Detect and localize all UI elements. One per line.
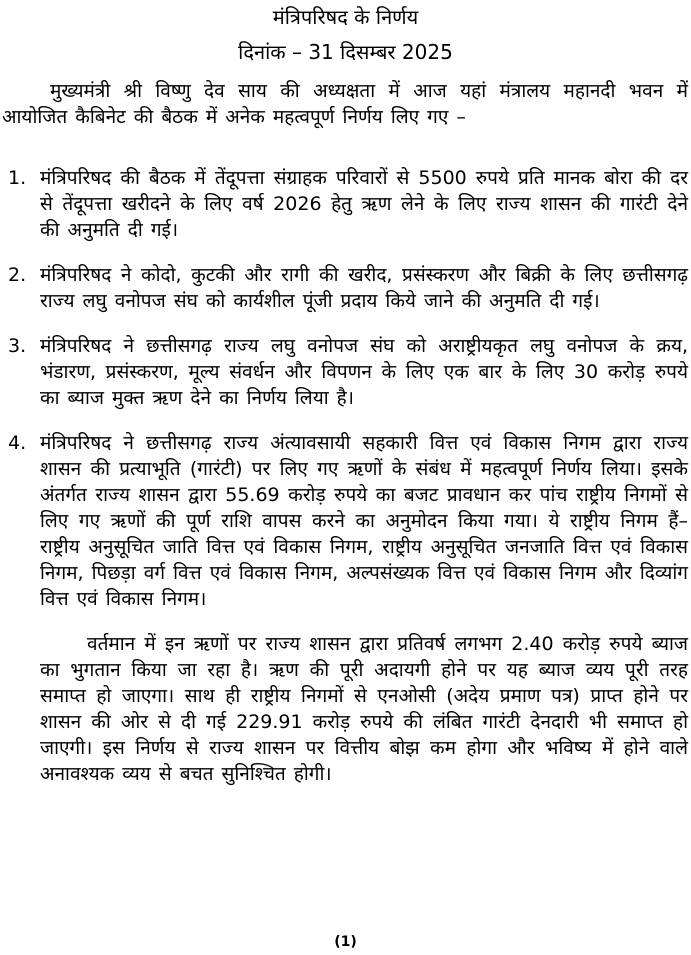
decision-text: मंत्रिपरिषद ने छत्तीसगढ़ राज्य अंत्यावसायी सहकारी वित्त एवं विकास निगम द्वारा राज्य शासन की प्रत्याभूति (गारंटी) पर लिए गए ऋणों के संबंध में महत्वपूर्ण निर्णय लिया। इसके अंतर्गत राज्य शासन द्वारा 55.69 करोड़ रुपये का बजट प्रावधान कर पांच राष्ट्रीय निगमों से लिए गए ऋणों की पूर्ण राशि वापस करने का अनुमोदन किया गया। ये राष्ट्रीय निगम हैं– राष्ट्रीय अनुसूचित जाति वित्त एवं विकास निगम, राष्ट्रीय अनुसूचित जनजाति वित्त एवं विकास निगम, पिछड़ा वर्ग वित्त एवं विकास निगम, अल्पसंख्यक वित्त एवं विकास निगम और दिव्यांग वित्त एवं विकास निगम। bbox=[40, 432, 688, 610]
intro-paragraph: मुख्यमंत्री श्री विष्णु देव साय की अध्यक्षता में आज यहां मंत्रालय महानदी भवन में आयोजित कैबिनेट की बैठक में अनेक महत्वपूर्ण निर्णय लिए गए – bbox=[2, 80, 688, 128]
decision-item-1 bbox=[8, 165, 688, 243]
decision-item-4 bbox=[8, 430, 688, 612]
decision-item-3 bbox=[8, 333, 688, 411]
decision-number: 1. bbox=[8, 167, 27, 189]
decision-number: 2. bbox=[8, 264, 27, 286]
decision-text: मंत्रिपरिषद की बैठक में तेंदूपत्ता संग्राहक परिवारों से 5500 रुपये प्रति मानक बोरा की दर से तेंदूपत्ता खरीदने के लिए वर्ष 2026 हेतु ऋण लेने के लिए राज्य शासन की गारंटी देने की अनुमति दी गई। bbox=[40, 167, 688, 241]
decision-item-2 bbox=[8, 262, 688, 314]
document-date: दिनांक – 31 दिसम्बर 2025 bbox=[238, 40, 453, 64]
decision-number: 3. bbox=[8, 335, 27, 357]
page-number: (1) bbox=[334, 934, 357, 950]
decision-text: मंत्रिपरिषद ने कोदो, कुटकी और रागी की खरीद, प्रसंस्करण और बिक्री के लिए छत्तीसगढ़ राज्य लघु वनोपज संघ को कार्यशील पूंजी प्रदाय किये जाने की अनुमति दी गई। bbox=[40, 264, 688, 312]
decision-text: मंत्रिपरिषद ने छत्तीसगढ़ राज्य लघु वनोपज संघ को अराष्ट्रीयकृत लघु वनोपज के क्रय, भंडारण, प्रसंस्करण, मूल्य संवर्धन और विपणन के लिए एक बार के लिए 30 करोड़ रुपये का ब्याज मुक्त ऋण देने का निर्णय लिया है। bbox=[40, 335, 688, 409]
document-title: मंत्रिपरिषद के निर्णय bbox=[272, 5, 419, 29]
decision-list bbox=[0, 165, 691, 612]
decision-number: 4. bbox=[8, 432, 27, 454]
decision-4-continuation-paragraph: वर्तमान में इन ऋणों पर राज्य शासन द्वारा प्रतिवर्ष लगभग 2.40 करोड़ रुपये ब्याज का भुगतान किया जा रहा है। ऋण की पूरी अदायगी होने पर यह ब्याज व्यय पूरी तरह समाप्त हो जाएगा। साथ ही राष्ट्रीय निगमों से एनओसी (अदेय प्रमाण पत्र) प्राप्त होने पर शासन की ओर से दी गई 229.91 करोड़ रुपये की लंबित गारंटी देनदारी भी समाप्त हो जाएगी। इस निर्णय से राज्य शासन पर वित्तीय बोझ कम होगा और भविष्य में होने वाले अनावश्यक व्यय से बचत सुनिश्चित होगी। bbox=[40, 633, 688, 785]
